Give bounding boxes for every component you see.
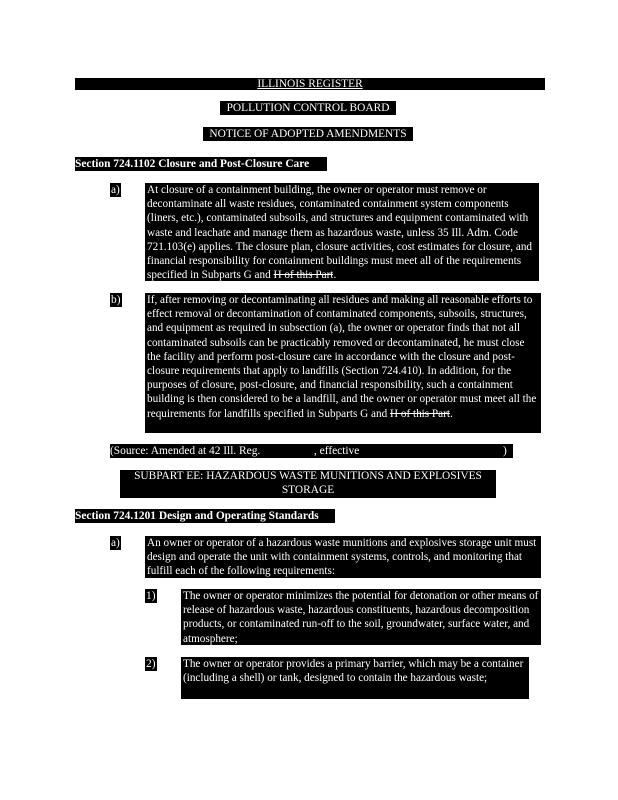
register-header-bar [75,78,545,90]
subsection-label-b: b) [111,294,121,306]
source-note [110,444,513,458]
item-2-text: The owner or operator provides a primary barrier, which may be a container (including a shell) or tank, designed to contain the hazardous waste; [181,657,529,699]
item-1-text: The owner or operator minimizes the potential for detonation or other means of release of hazardous waste, hazardous constituents, hazardous decomposition products, or contaminated run-off to the soil, groundwater, surface water, and atmosphere; [181,589,541,645]
notice-title-block [203,127,413,141]
subsection-label-a: a) [111,184,120,196]
item-label-1: 1) [146,590,156,602]
source-prefix: (Source: Amended at 42 Ill. Reg. [110,445,261,457]
item-label-2: 2) [146,658,156,670]
subpart-ee-heading [120,470,496,498]
notice-title: NOTICE OF ADOPTED AMENDMENTS [209,128,407,140]
struck-text: H of this Part [273,269,334,282]
board-title-block [220,101,396,115]
source-close: ) [503,445,507,457]
section-heading-724-1201: Section 724.1201 Design and Operating Standards [75,509,335,523]
register-title: ILLINOIS REGISTER [257,78,363,90]
struck-text: H of this Part [389,407,450,420]
board-title: POLLUTION CONTROL BOARD [226,102,390,114]
source-effective: , effective [313,445,360,457]
subsection-label-a-2: a) [111,537,120,549]
subpart-line-2: STORAGE [281,483,335,496]
subsection-b-text: If, after removing or decontaminating all residues and making all reasonable efforts to effect removal or decontamination of contaminated components, subsoils, structures, and equipment as required in subsection (a), the owner or operator finds that not all contaminated subsoils can be practicably removed or decontaminated, he must close the facility and perform post-closure care in accordance with the closure and post-closure requirements that apply to landfills (Section 724.410). In addition, for the purposes of closure, post-closure, and financial responsibility, such a containment building is then considered to be a landfill, and the owner or operator must meet all the requirements for landfills specified in Subparts G and H of this Part. [145,293,541,433]
subpart-line-1: SUBPART EE: HAZARDOUS WASTE MUNITIONS AND EXPLOSIVES [134,470,482,482]
section-heading-724-1102: Section 724.1102 Closure and Post-Closure Care [75,157,327,171]
subsection-a-2-text: An owner or operator of a hazardous waste munitions and explosives storage unit must design and operate the unit with containment systems, controls, and monitoring that fulfill each of the following requirements: [145,536,541,578]
subsection-a-text: At closure of a containment building, the owner or operator must remove or decontaminate all waste residues, contaminated containment system components (liners, etc.), contaminated subsoils, and structures and equipment contaminated with waste and leachate and manage them as hazardous waste, unless 35 Ill. Adm. Code 721.103(e) applies. The closure plan, closure activities, cost estimates for closure, and financial responsibility for containment buildings must meet all of the requirements specified in Subparts G and H of this Part. [145,183,539,281]
